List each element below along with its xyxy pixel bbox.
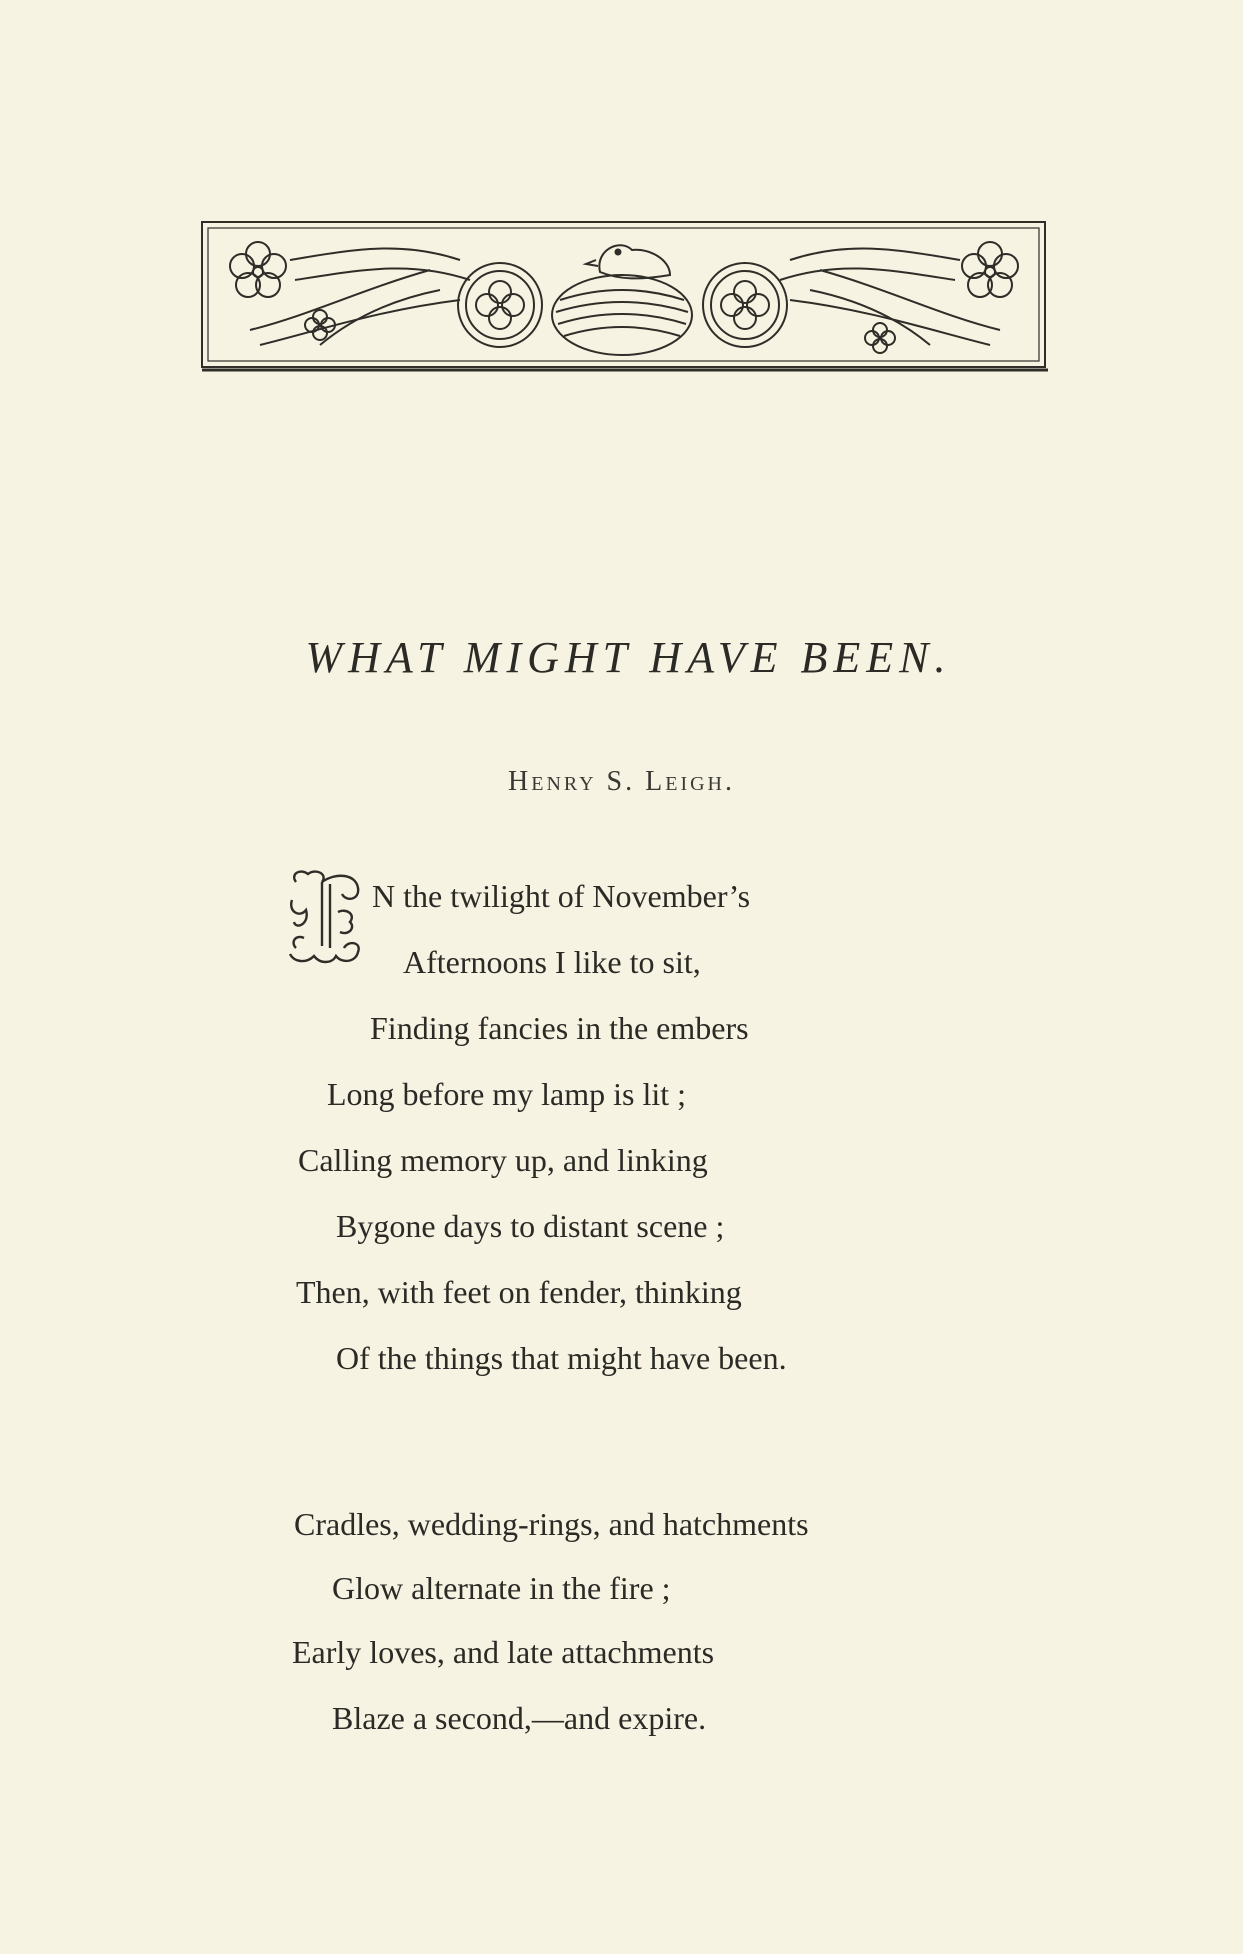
poem-author: Henry S. Leigh. (508, 766, 735, 797)
poem-line: Then, with feet on fender, thinking (296, 1274, 742, 1310)
poem-line: Of the things that might have been. (336, 1340, 787, 1376)
poem-line: Calling memory up, and linking (298, 1142, 708, 1178)
poem-line: Cradles, wedding-rings, and hatchments (294, 1506, 809, 1542)
poem-title: WHAT MIGHT HAVE BEEN. (305, 633, 952, 682)
ornamental-headpiece (200, 220, 1050, 372)
poem-line: Afternoons I like to sit, (403, 944, 701, 980)
poem-line: Glow alternate in the fire ; (332, 1570, 671, 1606)
poem-line: N the twilight of November’s (372, 878, 751, 914)
poem-line: Finding fancies in the embers (370, 1010, 749, 1046)
poem-line: Long before my lamp is lit ; (327, 1076, 687, 1112)
poem-line: Early loves, and late attachments (292, 1634, 715, 1670)
floral-vignette-icon (200, 220, 1050, 372)
poem-line: Bygone days to distant scene ; (336, 1208, 725, 1244)
poem-line: Blaze a second,—and expire. (332, 1700, 707, 1736)
drop-cap-letter-icon (286, 868, 368, 968)
